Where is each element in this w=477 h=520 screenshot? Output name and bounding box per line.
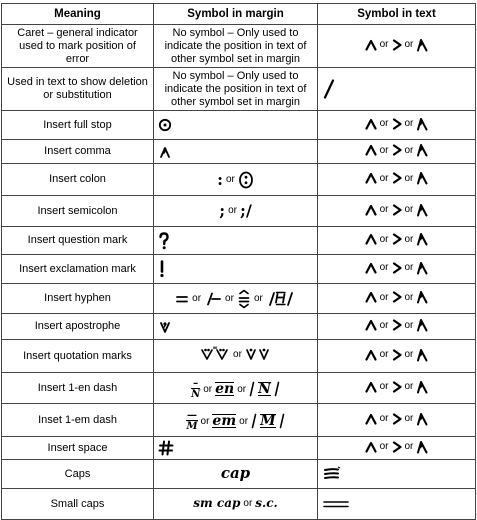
oblique-stroke-icon xyxy=(322,79,471,99)
semicolon-slash-icon: ;/ xyxy=(240,200,252,220)
or-label: or xyxy=(404,118,414,129)
circled-dot-icon xyxy=(158,118,313,132)
symbol-in-margin-cell xyxy=(154,404,318,437)
table-row xyxy=(2,437,476,460)
or-label: or xyxy=(404,262,414,273)
slash-hyphen-icon xyxy=(204,292,222,306)
caret-variants-icon xyxy=(365,171,429,185)
caret-crossed-icon xyxy=(416,232,428,246)
meaning-cell: Caps xyxy=(2,460,154,489)
double-hyphen-icon xyxy=(175,294,189,304)
caret-crossed-icon xyxy=(416,203,428,217)
meaning-cell: Insert hyphen xyxy=(2,284,154,314)
caret-up-icon xyxy=(365,319,377,331)
caret-crossed-icon xyxy=(416,290,428,304)
caret-right-icon xyxy=(392,144,402,156)
caret-up-icon xyxy=(365,291,377,303)
caret-variants-icon xyxy=(365,348,429,362)
semicolon-icon xyxy=(219,200,252,220)
or-label: or xyxy=(379,118,389,129)
symbol-in-text-cell xyxy=(318,227,476,255)
meaning-cell: Used in text to show deletion or substitution xyxy=(2,68,154,111)
caret-right-icon xyxy=(392,319,402,331)
or-label: or xyxy=(226,174,235,185)
or-label: or xyxy=(379,233,389,245)
symbol-in-text-cell xyxy=(318,111,476,140)
circled-colon-icon xyxy=(238,171,254,189)
caret-up-icon xyxy=(365,349,377,361)
caret-up-icon xyxy=(365,204,377,216)
symbol-in-text-cell xyxy=(318,437,476,460)
em-dash-fraction-icon: $\frac{—}{M}$ xyxy=(186,410,198,432)
symbol-in-margin-cell xyxy=(154,284,318,314)
meaning-cell: Inset 1-em dash xyxy=(2,404,154,437)
or-label: or xyxy=(379,291,389,303)
caret-variants-icon xyxy=(365,380,429,394)
hash-icon xyxy=(158,440,313,456)
symbol-in-margin-cell xyxy=(154,164,318,196)
caret-comma-icon xyxy=(158,144,313,160)
en-dash-fraction-icon: $\frac{-}{N}$ xyxy=(191,378,201,400)
table-row xyxy=(2,340,476,373)
caret-right-icon xyxy=(392,172,402,184)
triple-underline-icon xyxy=(322,466,471,482)
caret-right-icon xyxy=(392,233,402,245)
symbol-in-margin-cell: No symbol – Only used to indicate the position in text of other symbol set in margin xyxy=(154,68,318,111)
symbol-in-margin-cell xyxy=(154,227,318,255)
caret-right-icon xyxy=(392,413,402,425)
or-label: or xyxy=(404,319,414,331)
caret-right-icon xyxy=(392,204,402,216)
or-label: or xyxy=(237,383,247,395)
symbol-in-margin-cell xyxy=(154,373,318,404)
double-underline-icon xyxy=(322,499,471,509)
or-label: or xyxy=(203,383,213,395)
or-label: or xyxy=(404,172,414,184)
meaning-cell: Caret – general indicator used to mark position of error xyxy=(2,25,154,68)
or-label: or xyxy=(379,172,389,184)
meaning-cell: Insert exclamation mark xyxy=(2,255,154,284)
or-label: or xyxy=(200,415,210,427)
meaning-cell: Insert question mark xyxy=(2,227,154,255)
apostrophe-icon xyxy=(158,319,313,335)
caret-right-icon xyxy=(392,349,402,361)
table-row xyxy=(2,404,476,437)
table-row xyxy=(2,164,476,196)
table-row xyxy=(2,68,476,111)
symbol-in-text-cell xyxy=(318,196,476,227)
or-label: or xyxy=(404,39,414,50)
caret-variants-icon xyxy=(365,412,429,426)
caret-variants-icon xyxy=(365,143,429,157)
caret-up-icon xyxy=(365,441,377,453)
or-label: or xyxy=(404,413,414,424)
or-label: or xyxy=(239,415,249,427)
symbol-in-margin-cell xyxy=(154,140,318,164)
caret-crossed-icon xyxy=(416,143,428,157)
or-label: or xyxy=(404,144,414,156)
symbol-in-text-cell xyxy=(318,340,476,373)
smcap-handwritten-icon xyxy=(193,497,277,510)
or-label: or xyxy=(228,205,238,216)
or-label: or xyxy=(404,204,414,215)
caret-variants-icon xyxy=(365,318,429,332)
en-dash-n-boxed-text: N xyxy=(258,381,271,397)
en-dash-icon xyxy=(191,379,280,399)
caret-up-icon xyxy=(365,144,377,156)
en-dash-slash-n-icon xyxy=(249,381,280,397)
meaning-cell: Small caps xyxy=(2,489,154,520)
double-quote-caret-icon xyxy=(200,345,230,363)
header-row xyxy=(2,4,476,25)
em-dash-slash-m-icon xyxy=(251,413,285,429)
or-label: or xyxy=(379,204,389,215)
caret-variants-icon xyxy=(365,440,429,454)
table-row xyxy=(2,140,476,164)
symbol-in-text-cell xyxy=(318,460,476,489)
meaning-cell: Insert quotation marks xyxy=(2,340,154,373)
meaning-cell: Insert 1-en dash xyxy=(2,373,154,404)
table-row xyxy=(2,314,476,340)
symbol-in-text-cell xyxy=(318,489,476,520)
cap-handwritten-icon: cap xyxy=(220,463,251,482)
or-label: or xyxy=(243,498,253,509)
single-quote-caret-icon xyxy=(245,345,271,363)
or-label: or xyxy=(404,441,414,452)
colon-icon xyxy=(217,171,254,189)
em-dash-m-boxed-text: M xyxy=(260,413,276,429)
symbol-in-text-cell xyxy=(318,25,476,68)
symbol-in-margin-cell xyxy=(154,314,318,340)
or-label: or xyxy=(233,348,242,360)
caret-right-icon xyxy=(392,441,402,453)
caret-crossed-icon xyxy=(416,318,428,332)
caret-up-icon xyxy=(365,413,377,425)
caret-up-icon xyxy=(365,262,377,274)
table-row xyxy=(2,255,476,284)
symbol-in-margin-cell xyxy=(154,111,318,140)
symbol-in-margin-cell xyxy=(154,437,318,460)
caret-hyphen-icon xyxy=(237,289,251,309)
symbol-in-margin-cell xyxy=(154,196,318,227)
symbol-in-text-cell xyxy=(318,255,476,284)
caret-crossed-icon xyxy=(416,38,428,52)
symbol-in-text-cell xyxy=(318,140,476,164)
semicolon-glyph-icon: ; xyxy=(219,200,226,220)
sc-text: s.c. xyxy=(255,496,278,510)
caret-up-icon xyxy=(365,381,377,393)
caret-crossed-icon xyxy=(416,171,428,185)
smcap-text: sm cap xyxy=(193,496,241,510)
or-label: or xyxy=(404,381,414,392)
caret-crossed-icon xyxy=(416,261,428,275)
symbol-in-margin-cell xyxy=(154,340,318,373)
hyphen-variants-icon xyxy=(175,289,296,309)
symbol-in-text-cell xyxy=(318,314,476,340)
symbol-in-margin-cell xyxy=(154,489,318,520)
colon-glyph-icon: : xyxy=(217,169,223,189)
meaning-cell: Insert apostrophe xyxy=(2,314,154,340)
en-dash-en-text: en xyxy=(215,381,235,397)
symbol-in-margin-cell xyxy=(154,460,318,489)
header-symbol-in-margin: Symbol in margin xyxy=(154,4,318,25)
caret-up-icon xyxy=(365,118,377,130)
quotation-marks-icon xyxy=(200,345,271,363)
caret-right-icon xyxy=(392,118,402,130)
table-row xyxy=(2,284,476,314)
caret-variants-icon xyxy=(365,38,429,52)
table-row xyxy=(2,111,476,140)
caret-right-icon xyxy=(392,291,402,303)
exclamation-mark-icon xyxy=(158,260,313,278)
symbol-in-text-cell xyxy=(318,68,476,111)
caret-variants-icon xyxy=(365,232,429,246)
symbol-in-text-cell xyxy=(318,373,476,404)
symbol-in-text-cell xyxy=(318,164,476,196)
table-row xyxy=(2,489,476,520)
symbol-in-text-cell xyxy=(318,404,476,437)
table-row xyxy=(2,25,476,68)
caret-variants-icon xyxy=(365,203,429,217)
proofreading-marks-table xyxy=(1,3,476,520)
question-mark-icon xyxy=(158,232,313,250)
or-label: or xyxy=(404,233,414,245)
or-label: or xyxy=(379,349,389,360)
or-label: or xyxy=(253,293,263,304)
or-label: or xyxy=(379,262,389,273)
meaning-cell: Insert comma xyxy=(2,140,154,164)
symbol-in-margin-cell xyxy=(154,255,318,284)
or-label: or xyxy=(379,381,389,392)
caret-variants-icon xyxy=(365,290,429,304)
caret-variants-icon xyxy=(365,261,429,275)
caret-crossed-icon xyxy=(416,440,428,454)
caret-crossed-icon xyxy=(416,380,428,394)
table-row xyxy=(2,227,476,255)
or-label: or xyxy=(404,291,414,303)
symbol-in-text-cell xyxy=(318,284,476,314)
table-row xyxy=(2,460,476,489)
table-row xyxy=(2,373,476,404)
or-label: or xyxy=(404,349,414,360)
or-label: or xyxy=(225,293,234,304)
symbol-in-margin-cell: No symbol – Only used to indicate the position in text of other symbol set in margin xyxy=(154,25,318,68)
caret-up-icon xyxy=(365,233,377,245)
meaning-cell: Insert semicolon xyxy=(2,196,154,227)
caret-right-icon xyxy=(392,262,402,274)
or-label: or xyxy=(379,39,389,50)
or-label: or xyxy=(379,319,389,331)
meaning-cell: Insert space xyxy=(2,437,154,460)
caret-variants-icon xyxy=(365,117,429,131)
caret-crossed-icon xyxy=(416,348,428,362)
proofreading-marks-sheet xyxy=(1,3,475,520)
header-symbol-in-text: Symbol in text xyxy=(318,4,476,25)
caret-crossed-icon xyxy=(416,117,428,131)
table-row xyxy=(2,196,476,227)
em-dash-em-text: em xyxy=(212,413,237,429)
header-meaning: Meaning xyxy=(2,4,154,25)
meaning-cell: Insert colon xyxy=(2,164,154,196)
or-label: or xyxy=(379,413,389,424)
em-dash-m-text: M xyxy=(186,421,198,432)
caret-right-icon xyxy=(392,381,402,393)
em-dash-icon xyxy=(186,411,284,431)
or-label: or xyxy=(379,144,389,156)
caret-right-icon xyxy=(392,39,402,51)
boxed-h-hyphen-icon xyxy=(266,291,296,307)
meaning-cell: Insert full stop xyxy=(2,111,154,140)
caret-up-icon xyxy=(365,172,377,184)
en-dash-n-text: N xyxy=(191,389,201,400)
caret-up-icon xyxy=(365,39,377,51)
or-label: or xyxy=(379,441,389,452)
or-label: or xyxy=(192,293,202,304)
caret-crossed-icon xyxy=(416,412,428,426)
